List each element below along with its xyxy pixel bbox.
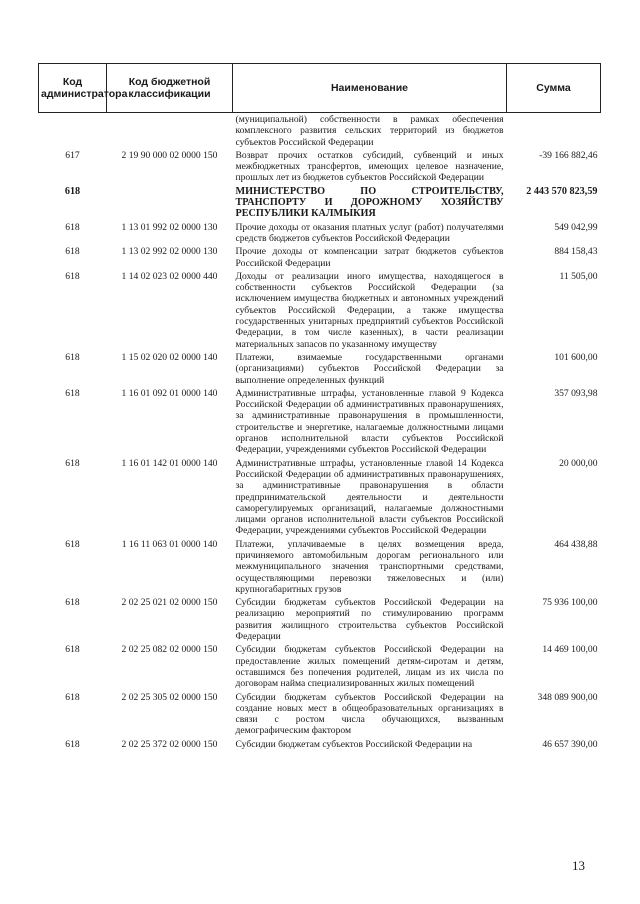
budget-code-cell: 1 15 02 020 02 0000 140 (121, 351, 218, 363)
admin-code-cell: 618 (65, 246, 80, 258)
sum-cell: 75 936 100,00 (542, 597, 598, 609)
name-cell: Административные штрафы, установленные главой 9 Кодекса Российской Федерации об административных правонарушениях, за административные правонарушения в промышленности, строительстве и энергетике, налагаемые должностными лицами органов исполнительной власти субъектов Российской Федерации, учреждениями субъектов Российской Федерации (235, 387, 504, 456)
budget-code-cell: 1 16 01 142 01 0000 140 (121, 457, 218, 469)
table-header-row (39, 64, 601, 113)
page-number: 13 (572, 858, 585, 873)
budget-code-cell: 1 16 11 063 01 0000 140 (121, 538, 218, 550)
budget-code-cell: 2 02 25 372 02 0000 150 (121, 738, 218, 750)
budget-code-cell: 1 16 01 092 01 0000 140 (121, 387, 218, 399)
table-row (39, 738, 601, 751)
header-sum: Сумма (507, 64, 601, 113)
sum-cell: 884 158,43 (554, 246, 598, 258)
sum-cell: -39 166 882,46 (539, 149, 598, 161)
admin-code-cell: 618 (65, 597, 80, 609)
sum-cell: 357 093,98 (554, 387, 598, 399)
sum-cell: 464 438,88 (554, 538, 598, 550)
name-cell: Доходы от реализации иного имущества, находящегося в собственности субъектов Российской Федерации (за исключением имущества бюджетных и автономных учреждений субъектов Российской Федерации, а также имущества государственных унитарных предприятий субъектов Российской Федерации, в том числе казенных), в части реализации материальных запасов по указанному имуществу (235, 270, 504, 350)
budget-code-cell: 2 02 25 305 02 0000 150 (121, 691, 218, 703)
budget-code-cell: 1 14 02 023 02 0000 440 (121, 270, 218, 282)
name-cell: Прочие доходы от компенсации затрат бюджетов субъектов Российской Федерации (235, 246, 504, 269)
admin-code-cell: 618 (65, 691, 80, 703)
budget-code-cell (107, 113, 233, 149)
name-cell: Платежи, взимаемые государственными органами (организациями) субъектов Российской Федерации за выполнение определенных функций (235, 351, 504, 386)
sum-cell: 2 443 570 823,59 (526, 185, 598, 197)
table-row (39, 221, 601, 246)
table-row (39, 185, 601, 221)
sum-cell: 20 000,00 (559, 457, 598, 469)
header-admin-code: Код администратора (39, 64, 107, 113)
name-cell: Платежи, уплачиваемые в целях возмещения вреда, причиняемого автомобильным дорогам регионального или межмуниципального значения транспортными средствами, осуществляющими перевозки тяжеловесных и (или) крупногабаритных грузов (235, 538, 504, 595)
revenue-table (38, 63, 601, 751)
budget-code-cell: 1 13 02 992 02 0000 130 (121, 246, 218, 258)
sum-cell: 549 042,99 (554, 221, 598, 233)
sum-cell: 11 505,00 (559, 270, 598, 282)
admin-code-cell: 618 (65, 738, 80, 750)
sum-cell: 14 469 100,00 (542, 644, 598, 656)
table-row (39, 245, 601, 270)
admin-code-cell: 618 (65, 221, 80, 233)
sum-cell: 101 600,00 (554, 351, 598, 363)
header-budget-code: Код бюджетной классификации (107, 64, 233, 113)
table-row (39, 538, 601, 596)
name-cell: Субсидии бюджетам субъектов Российской Федерации на предоставление жилых помещений детям-сиротам и детям, оставшимся без попечения родителей, лицам из их числа по договорам найма специализированных жилых помещений (235, 644, 504, 690)
table-row (39, 643, 601, 690)
name-cell: (муниципальной) собственности в рамках обеспечения комплексного развития сельских территорий из бюджетов субъектов Российской Федерации (235, 114, 504, 148)
name-cell: Возврат прочих остатков субсидий, субвенций и иных межбюджетных трансфертов, имеющих целевое назначение, прошлых лет из бюджетов субъектов Российской Федерации (235, 149, 504, 184)
budget-code-cell: 2 19 90 000 02 0000 150 (121, 149, 218, 161)
budget-code-cell: 2 02 25 021 02 0000 150 (121, 597, 218, 609)
table-row (39, 149, 601, 185)
name-cell: Субсидии бюджетам субъектов Российской Федерации на реализацию мероприятий по стимулированию программ развития жилищного строительства субъектов Российской Федерации (235, 597, 504, 643)
name-cell: Субсидии бюджетам субъектов Российской Федерации на (235, 738, 473, 750)
sum-cell (507, 113, 601, 149)
budget-code-cell: 1 13 01 992 02 0000 130 (121, 221, 218, 233)
revenue-table-container (38, 63, 600, 751)
admin-code-cell: 618 (65, 457, 80, 469)
admin-code-cell: 618 (64, 185, 81, 197)
sum-cell: 348 089 900,00 (537, 691, 598, 703)
budget-code-cell (107, 185, 233, 221)
sum-cell: 46 657 390,00 (542, 738, 598, 750)
name-cell: Прочие доходы от оказания платных услуг (работ) получателями средств бюджетов субъектов Российской Федерации (235, 221, 504, 244)
name-cell: Субсидии бюджетам субъектов Российской Федерации на создание новых мест в общеобразовательных организациях в связи с ростом числа обучающихся, вызванным демографическим фактором (235, 691, 504, 737)
admin-code-cell: 618 (65, 538, 80, 550)
table-row (39, 270, 601, 351)
admin-code-cell (39, 113, 107, 149)
table-row (39, 113, 601, 149)
admin-code-cell: 618 (65, 270, 80, 282)
header-name: Наименование (233, 64, 507, 113)
name-cell: МИНИСТЕРСТВО ПО СТРОИТЕЛЬСТВУ, ТРАНСПОРТУ И ДОРОЖНОМУ ХОЗЯЙСТВУ РЕСПУБЛИКИ КАЛМЫКИЯ (235, 185, 504, 220)
admin-code-cell: 618 (65, 351, 80, 363)
table-row (39, 351, 601, 387)
name-cell: Административные штрафы, установленные главой 14 Кодекса Российской Федерации об административных правонарушениях, за административные правонарушения в области предпринимательской деятельности и деятельности саморегулируемых организаций, налагаемые должностными лицами органов исполнительной власти субъектов Российской Федерации, учреждениями субъектов Российской Федерации (235, 457, 504, 537)
admin-code-cell: 618 (65, 644, 80, 656)
admin-code-cell: 618 (65, 387, 80, 399)
budget-code-cell: 2 02 25 082 02 0000 150 (121, 644, 218, 656)
table-row (39, 387, 601, 457)
admin-code-cell: 617 (65, 149, 80, 161)
table-body (39, 113, 601, 752)
table-row (39, 457, 601, 538)
table-row (39, 691, 601, 738)
table-row (39, 596, 601, 643)
